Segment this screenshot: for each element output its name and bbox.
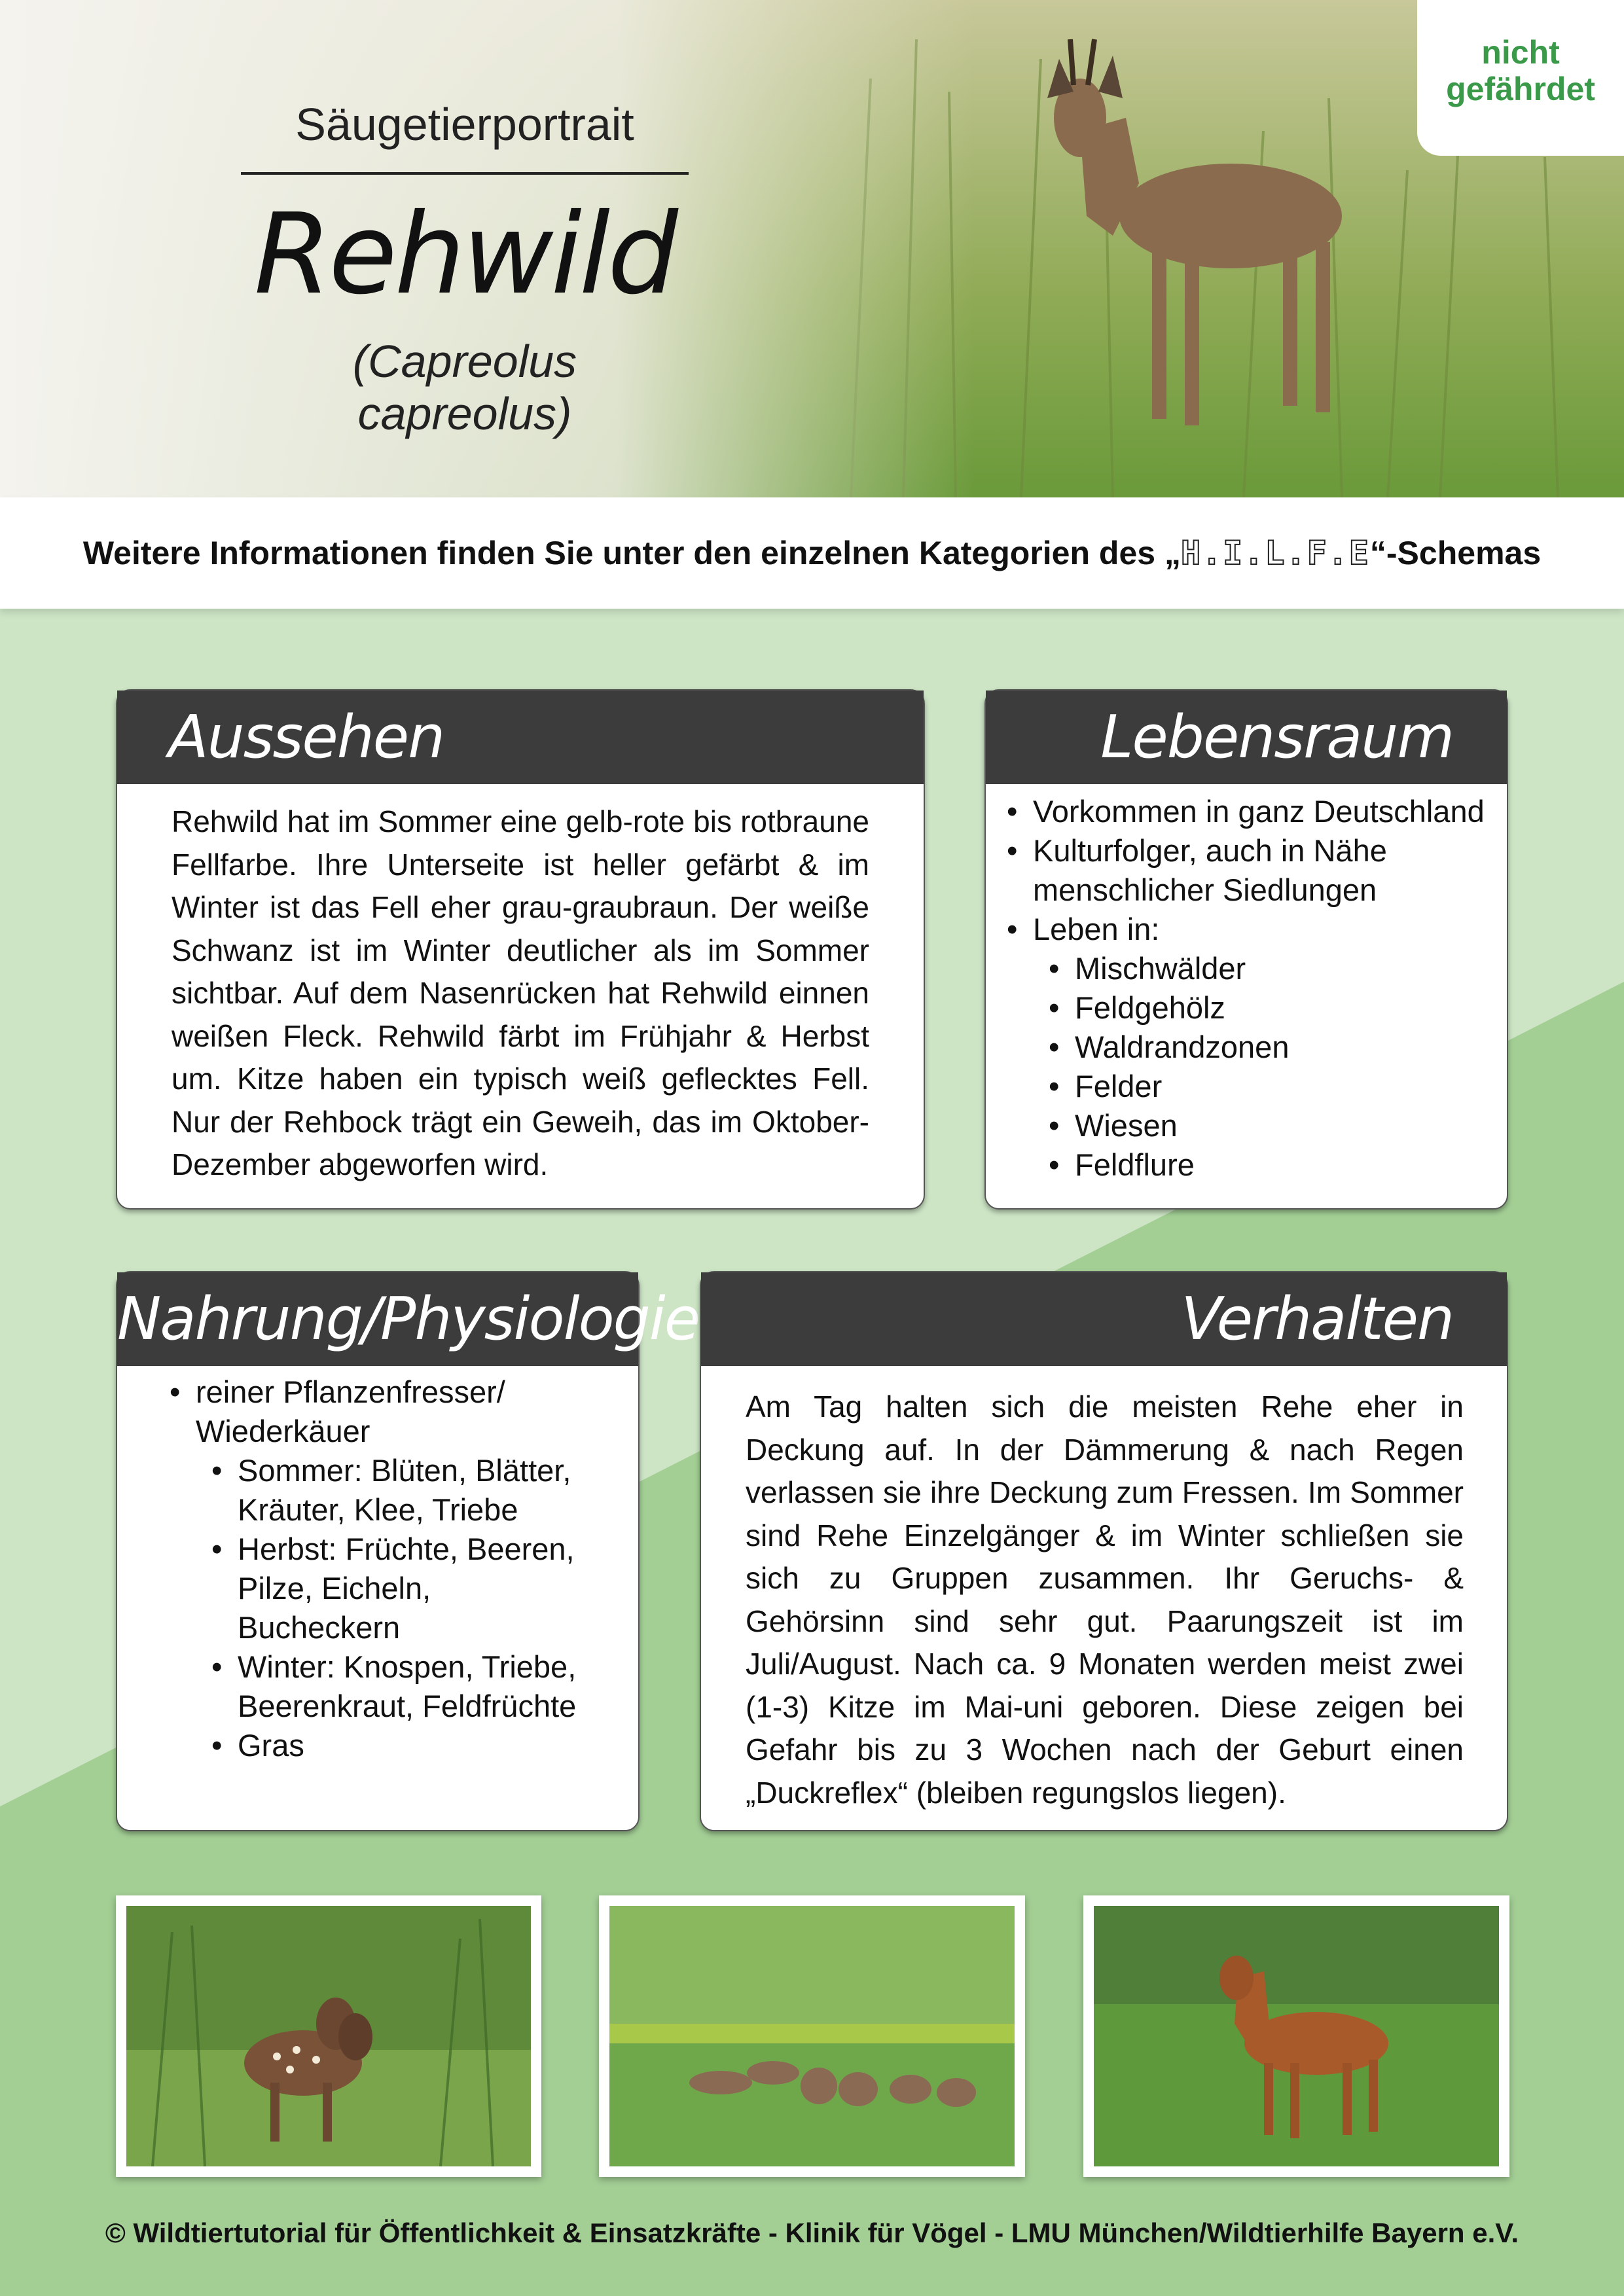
photo-deer-meadow bbox=[1083, 1895, 1509, 2177]
status-line-1: nicht bbox=[1481, 34, 1560, 71]
card-aussehen-heading: Aussehen bbox=[117, 691, 924, 784]
photo-fawns bbox=[116, 1895, 541, 2177]
hilfe-logo-text: H.I.L.F.E bbox=[1180, 534, 1370, 572]
list-item: • Kulturfolger, auch in Nähe menschlicher Siedlungen bbox=[1033, 831, 1494, 910]
hero-header bbox=[0, 0, 1624, 497]
banner-text-before: Weitere Informationen finden Sie unter den einzelnen Kategorien des „ bbox=[82, 535, 1181, 571]
card-aussehen bbox=[116, 689, 925, 1210]
card-verhalten-text: Am Tag halten sich die meisten Rehe eher in Deckung auf. In der Dämmerung & nach Regen verlassen sie ihre Deckung zum Fressen. Im Sommer sind Rehe Einzelgänger & im Winter schließen sie sich zu Gruppen zusammen. Ihr Geruchs- & Gehörsinn sind sehr gut. Paarungszeit ist im Juli/August. Nach ca. 9 Monaten werden meist zwei (1-3) Kitze im Mai-uni geboren. Diese zeigen bei Gefahr bis zu 3 Wochen nach der Geburt einen „Duckreflex“ (bleiben regungslos liegen). bbox=[746, 1390, 1464, 1810]
title-divider bbox=[241, 172, 689, 175]
status-line-2: gefährdet bbox=[1446, 71, 1595, 107]
list-item: • Waldrandzonen bbox=[1075, 1028, 1494, 1067]
page-subtitle: Säugetierportrait bbox=[295, 99, 634, 150]
card-lebensraum-heading: Lebensraum bbox=[986, 691, 1507, 784]
list-item: • Wiesen bbox=[1075, 1106, 1494, 1145]
list-item: • Sommer: Blüten, Blätter, Kräuter, Klee, Triebe bbox=[238, 1451, 619, 1530]
list-item: • reiner Pflanzenfresser/ Wiederkäuer bbox=[196, 1372, 619, 1451]
banner-text-after: “-Schemas bbox=[1369, 535, 1542, 571]
card-verhalten-heading: Verhalten bbox=[701, 1272, 1507, 1366]
list-item: • Leben in: bbox=[1033, 910, 1494, 949]
list-item: • Winter: Knospen, Triebe, Beerenkraut, Feldfrüchte bbox=[238, 1647, 619, 1726]
status-badge bbox=[1417, 0, 1624, 156]
card-lebensraum-body bbox=[986, 784, 1507, 1185]
fawns-in-grass-image bbox=[126, 1906, 531, 2166]
list-item: • Felder bbox=[1075, 1067, 1494, 1106]
lebensraum-sublist bbox=[1033, 949, 1494, 1185]
list-item: • Feldflure bbox=[1075, 1145, 1494, 1185]
card-nahrung-body bbox=[117, 1366, 638, 1765]
list-item: • Mischwälder bbox=[1075, 949, 1494, 988]
card-nahrung-heading: Nahrung/Physiologie bbox=[117, 1272, 638, 1366]
list-item: • Gras bbox=[238, 1726, 619, 1765]
info-banner bbox=[0, 497, 1624, 609]
page-title: Rehwild bbox=[254, 190, 676, 319]
roe-deer-in-meadow-image bbox=[1094, 1906, 1499, 2166]
nahrung-sublist bbox=[196, 1451, 619, 1765]
list-item: • Herbst: Früchte, Beeren, Pilze, Eicheln, Bucheckern bbox=[238, 1530, 619, 1647]
list-item: • Feldgehölz bbox=[1075, 988, 1494, 1028]
card-aussehen-text: Rehwild hat im Sommer eine gelb-rote bis rotbraune Fellfarbe. Ihre Unterseite ist heller gefärbt & im Winter ist das Fell eher grau-graubraun. Der weiße Schwanz ist im Winter deutlicher als im Sommer sichtbar. Auf dem Nasenrücken hat Rehwild einnen weißen Fleck. Rehwild färbt im Frühjahr & Herbst um. Kitze haben ein typisch weiß geflecktes Fell. Nur der Rehbock trägt ein Geweih, das im Oktober-Dezember abgeworfen wird. bbox=[171, 804, 869, 1181]
lebensraum-list bbox=[1033, 792, 1494, 949]
card-verhalten bbox=[700, 1271, 1508, 1831]
latin-name: (Capreolus capreolus) bbox=[352, 336, 577, 439]
list-item: • Vorkommen in ganz Deutschland bbox=[1033, 792, 1494, 831]
footer-copyright: © Wildtiertutorial für Öffentlichkeit & Einsatzkräfte - Klinik für Vögel - LMU München/Wildtierhilfe Bayern e.V. bbox=[105, 2217, 1519, 2248]
card-nahrung bbox=[116, 1271, 700, 1831]
nahrung-list bbox=[196, 1372, 619, 1451]
photo-herd bbox=[599, 1895, 1025, 2177]
card-lebensraum bbox=[984, 689, 1508, 1210]
roe-deer-group-on-field-image bbox=[609, 1906, 1015, 2166]
